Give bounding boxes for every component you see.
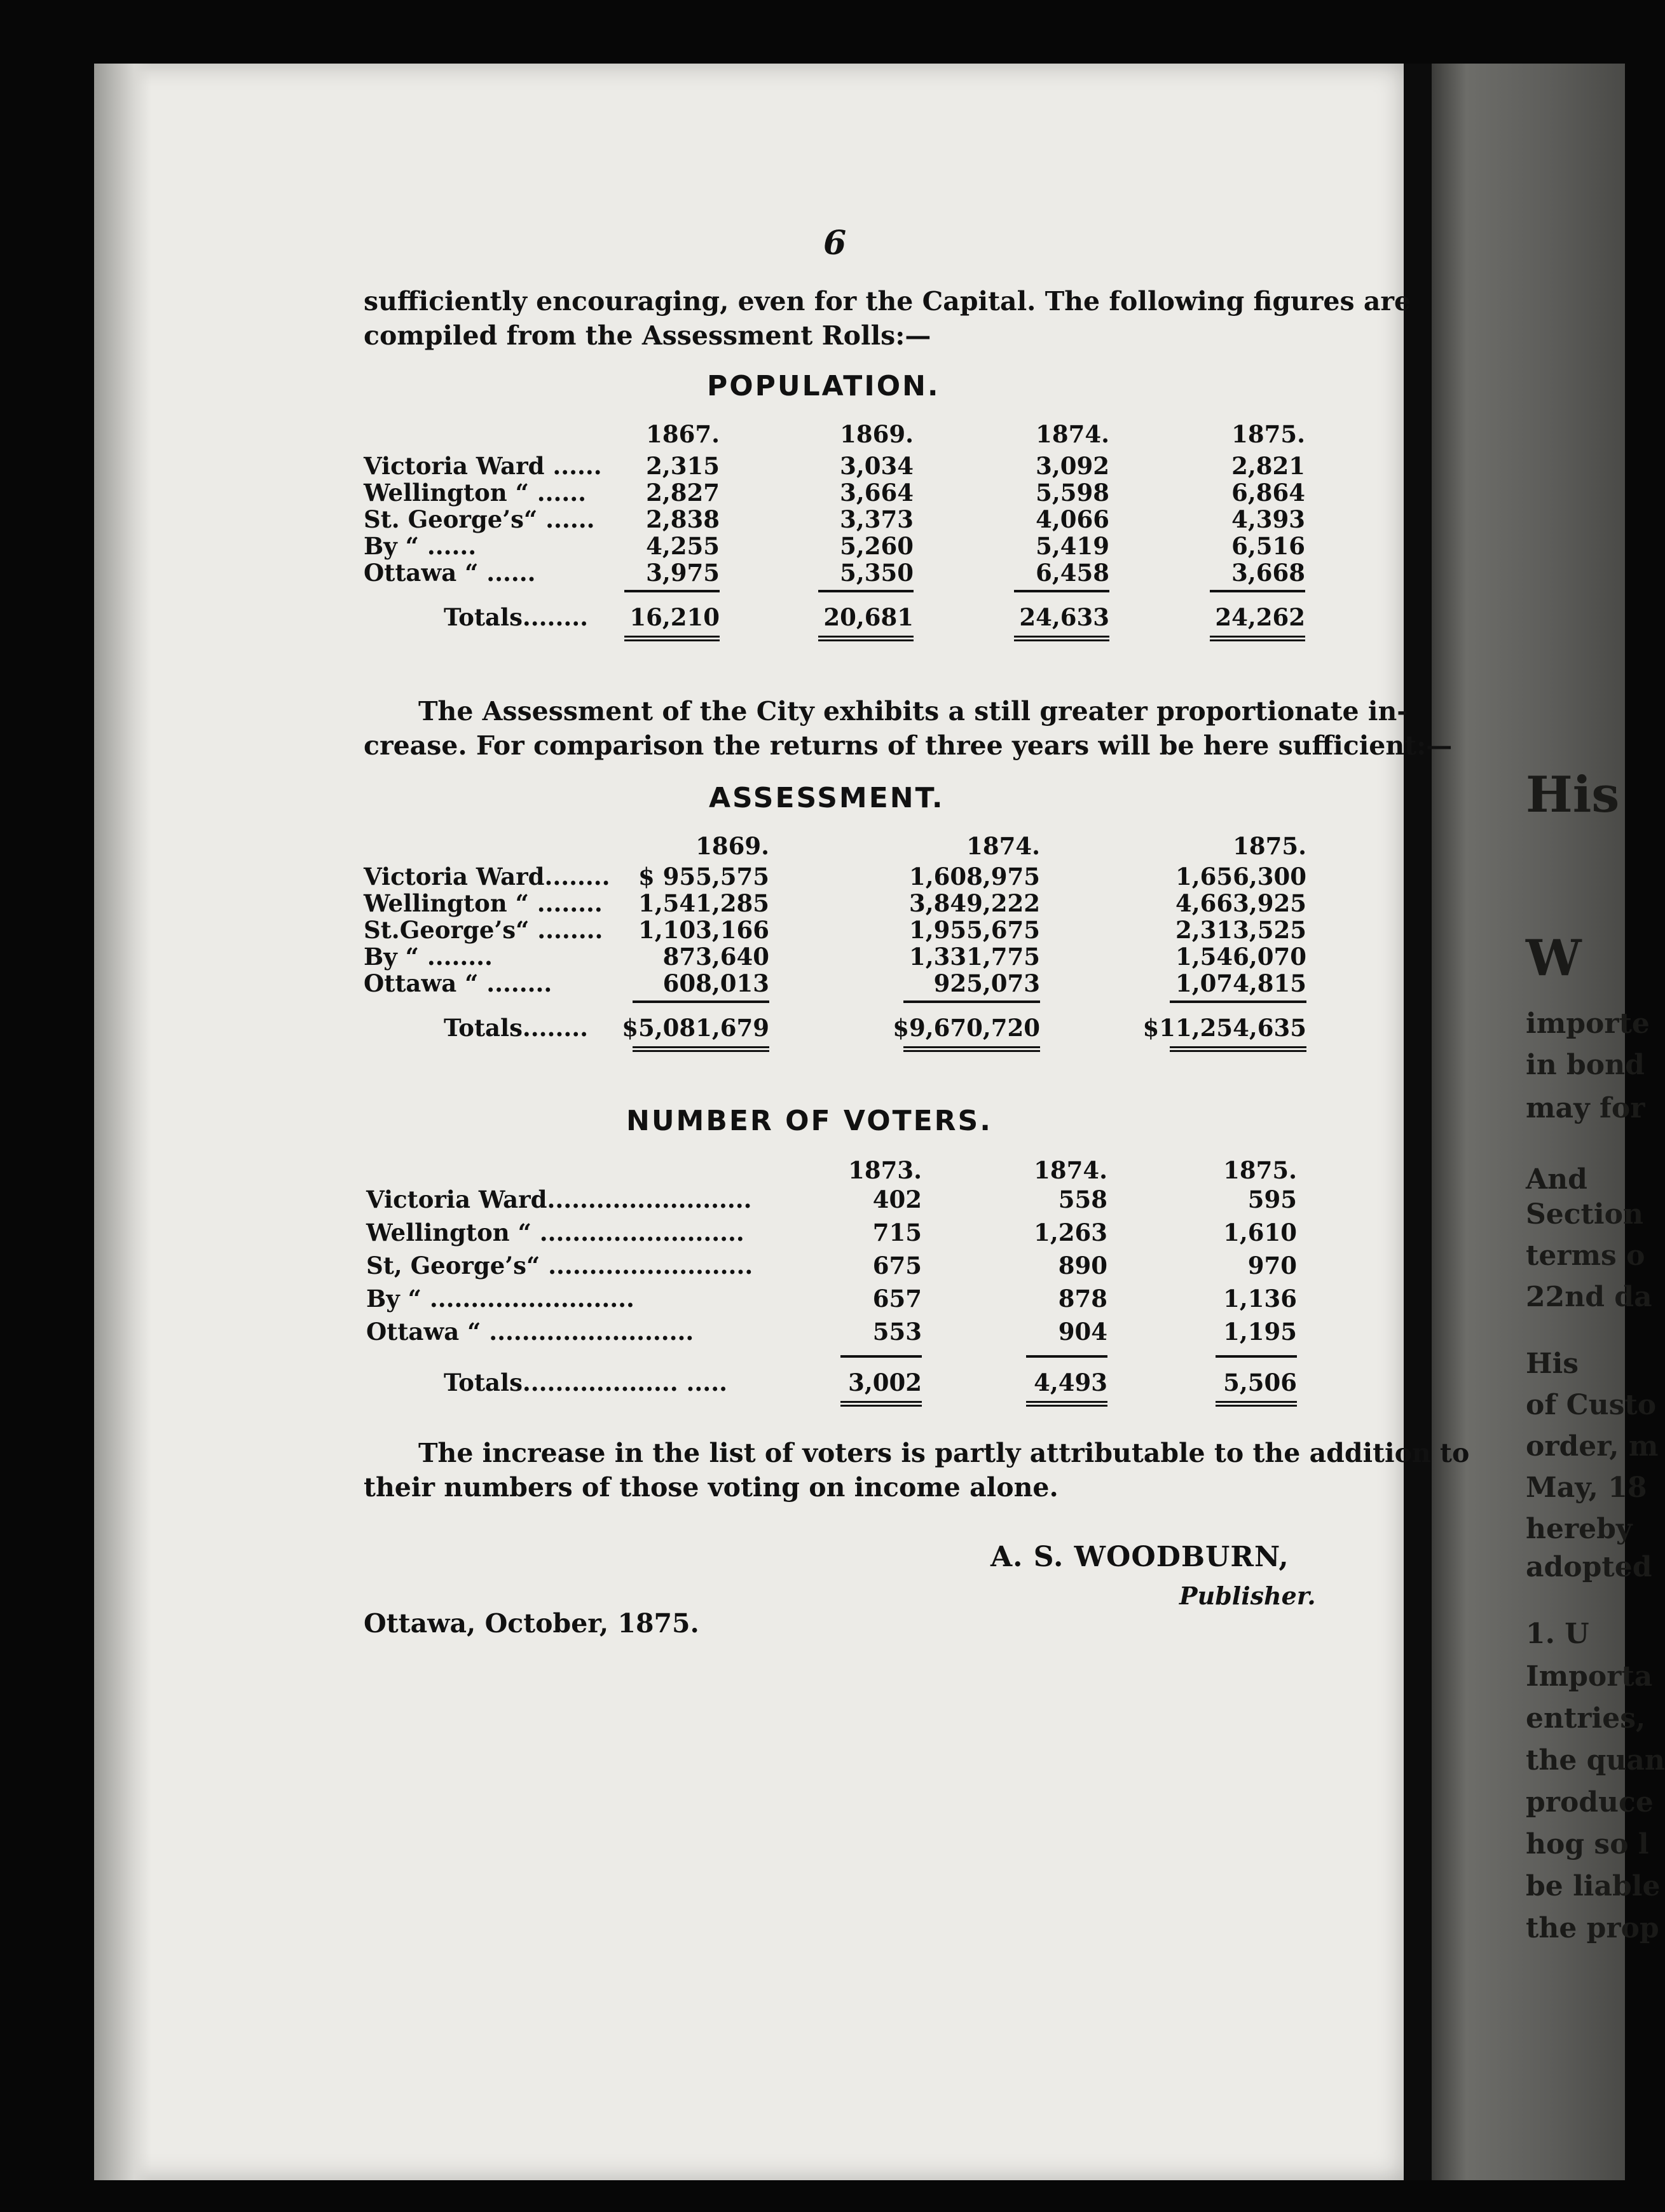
sum-rule — [624, 590, 720, 592]
table-cell: 925,073 — [933, 969, 1040, 997]
adjacent-fragment: W — [1526, 929, 1582, 987]
table-cell: 1,656,300 — [1175, 863, 1306, 891]
table-cell: 402 — [872, 1185, 922, 1213]
year-header: 1875. — [1223, 1156, 1297, 1184]
row-label: St.George’s“ ........ — [364, 916, 603, 944]
row-label: St. George’s“ ...... — [364, 505, 595, 533]
totals-cell: $11,254,635 — [1142, 1014, 1306, 1042]
table-cell: 3,373 — [840, 505, 914, 533]
row-label: By “ ...... — [364, 532, 477, 560]
row-label: By “ ........ — [364, 943, 493, 971]
row-label: Victoria Ward........ — [364, 863, 610, 891]
table-cell: 1,610 — [1223, 1219, 1297, 1246]
page-number: 6 — [823, 224, 847, 263]
double-rule — [1026, 1401, 1107, 1407]
year-header: 1875. — [1231, 420, 1305, 448]
table-cell: 2,827 — [646, 479, 720, 507]
totals-cell: 16,210 — [629, 603, 720, 631]
double-rule — [903, 1046, 1040, 1052]
table-cell: 5,419 — [1036, 532, 1109, 560]
adjacent-fragment: Importa — [1526, 1660, 1653, 1693]
row-label: Ottawa “ ...... — [364, 559, 536, 587]
table-cell: 657 — [872, 1285, 922, 1313]
row-label: Ottawa “ ........ — [364, 969, 552, 997]
table-cell: 4,393 — [1231, 505, 1305, 533]
year-header: 1874. — [1034, 1156, 1107, 1184]
table-cell: 3,849,222 — [909, 889, 1040, 917]
publisher-signature: A. S. WOODBURN, — [990, 1541, 1289, 1573]
totals-cell: 20,681 — [823, 603, 914, 631]
row-label: Ottawa “ ......................... — [366, 1318, 694, 1346]
table-cell: 715 — [872, 1219, 922, 1246]
totals-label: Totals........ — [444, 603, 588, 631]
year-header: 1874. — [966, 832, 1040, 860]
adjacent-fragment: the prop — [1526, 1912, 1659, 1944]
year-header: 1874. — [1036, 420, 1109, 448]
table-cell: 1,074,815 — [1175, 969, 1306, 997]
year-header: 1869. — [840, 420, 914, 448]
table-cell: 675 — [872, 1252, 922, 1280]
year-header: 1869. — [695, 832, 769, 860]
totals-cell: 5,506 — [1223, 1369, 1297, 1396]
double-rule — [1210, 636, 1305, 641]
double-rule — [1170, 1046, 1306, 1052]
table-cell: 878 — [1058, 1285, 1107, 1313]
table-cell: 3,664 — [840, 479, 914, 507]
adjacent-fragment: be liable — [1526, 1870, 1661, 1902]
double-rule — [840, 1401, 922, 1407]
double-rule — [633, 1046, 769, 1052]
table-cell: 608,013 — [662, 969, 769, 997]
table-cell: 595 — [1247, 1185, 1297, 1213]
double-rule — [1216, 1401, 1297, 1407]
adjacent-fragment: terms o — [1526, 1239, 1645, 1272]
table-cell: 904 — [1058, 1318, 1107, 1346]
adjacent-fragment: 1. U — [1526, 1618, 1589, 1650]
table-cell: 4,663,925 — [1175, 889, 1306, 917]
intro-line-2: compiled from the Assessment Rolls:— — [364, 320, 931, 351]
row-label: By “ ......................... — [366, 1285, 634, 1313]
table-cell: 5,598 — [1036, 479, 1109, 507]
assessment-intro-line-2: crease. For comparison the returns of three years will be here sufficient:— — [364, 730, 1453, 761]
sum-rule — [1170, 1000, 1306, 1003]
totals-cell: 3,002 — [848, 1369, 922, 1396]
sum-rule — [1026, 1355, 1107, 1358]
adjacent-fragment: His — [1526, 1348, 1579, 1380]
table-cell: 1,546,070 — [1175, 943, 1306, 971]
population-heading: POPULATION. — [707, 370, 940, 402]
adjacent-fragment: importe — [1526, 1007, 1650, 1040]
table-cell: 5,260 — [840, 532, 914, 560]
row-label: Victoria Ward ...... — [364, 452, 602, 480]
year-header: 1875. — [1233, 832, 1306, 860]
adjacent-fragment: entries, — [1526, 1702, 1646, 1735]
totals-cell: $9,670,720 — [893, 1014, 1040, 1042]
table-cell: $ 955,575 — [638, 863, 769, 891]
table-cell: 1,103,166 — [638, 916, 769, 944]
totals-label: Totals................... ..... — [444, 1369, 727, 1396]
sum-rule — [1210, 590, 1305, 592]
table-cell: 873,640 — [662, 943, 769, 971]
row-label: Wellington “ ...... — [364, 479, 587, 507]
publisher-title: Publisher. — [1179, 1581, 1316, 1610]
closing-line-2: their numbers of those voting on income alone. — [364, 1472, 1059, 1503]
totals-cell: 24,262 — [1215, 603, 1305, 631]
adjacent-fragment: of Custo — [1526, 1389, 1657, 1421]
double-rule — [624, 636, 720, 641]
table-cell: 6,516 — [1231, 532, 1305, 560]
table-cell: 1,331,775 — [909, 943, 1040, 971]
table-cell: 3,092 — [1036, 452, 1109, 480]
assessment-heading: ASSESSMENT. — [709, 782, 945, 814]
adjacent-fragment: produce — [1526, 1786, 1654, 1819]
totals-label: Totals........ — [444, 1014, 588, 1042]
row-label: Victoria Ward......................... — [366, 1185, 752, 1213]
double-rule — [1014, 636, 1109, 641]
year-header: 1873. — [848, 1156, 922, 1184]
table-cell: 4,066 — [1036, 505, 1109, 533]
year-header: 1867. — [646, 420, 720, 448]
table-cell: 2,838 — [646, 505, 720, 533]
intro-line-1: sufficiently encouraging, even for the Capital. The following figures are — [364, 286, 1411, 317]
adjacent-fragment: And — [1526, 1163, 1587, 1196]
totals-cell: $5,081,679 — [622, 1014, 769, 1042]
table-cell: 3,034 — [840, 452, 914, 480]
sum-rule — [1216, 1355, 1297, 1358]
table-cell: 3,975 — [646, 559, 720, 587]
adjacent-fragment: May, 18 — [1526, 1471, 1647, 1504]
row-label: St, George’s“ ......................... — [366, 1252, 753, 1280]
table-cell: 6,864 — [1231, 479, 1305, 507]
table-cell: 558 — [1058, 1185, 1107, 1213]
assessment-intro-line-1: The Assessment of the City exhibits a still greater proportionate in- — [418, 696, 1408, 727]
adjacent-fragment: hereby — [1526, 1513, 1633, 1545]
table-cell: 4,255 — [646, 532, 720, 560]
row-label: Wellington “ ........ — [364, 889, 603, 917]
adjacent-fragment: Section — [1526, 1198, 1643, 1231]
table-cell: 2,821 — [1231, 452, 1305, 480]
closing-line-1: The increase in the list of voters is partly attributable to the addition to — [418, 1438, 1470, 1468]
table-cell: 970 — [1247, 1252, 1297, 1280]
table-cell: 1,541,285 — [638, 889, 769, 917]
table-cell: 5,350 — [840, 559, 914, 587]
table-cell: 2,315 — [646, 452, 720, 480]
table-cell: 1,195 — [1223, 1318, 1297, 1346]
adjacent-fragment: the quan — [1526, 1744, 1665, 1777]
dateline: Ottawa, October, 1875. — [364, 1608, 699, 1639]
table-cell: 6,458 — [1036, 559, 1109, 587]
table-cell: 2,313,525 — [1175, 916, 1306, 944]
table-cell: 1,263 — [1034, 1219, 1107, 1246]
sum-rule — [818, 590, 914, 592]
table-cell: 1,955,675 — [909, 916, 1040, 944]
adjacent-fragment: His — [1526, 766, 1620, 824]
sum-rule — [840, 1355, 922, 1358]
table-cell: 1,136 — [1223, 1285, 1297, 1313]
page-gutter — [1404, 64, 1432, 2180]
sum-rule — [903, 1000, 1040, 1003]
adjacent-fragment: 22nd da — [1526, 1281, 1652, 1313]
totals-cell: 24,633 — [1019, 603, 1109, 631]
adjacent-fragment: adopted — [1526, 1551, 1652, 1583]
sum-rule — [633, 1000, 769, 1003]
table-cell: 1,608,975 — [909, 863, 1040, 891]
totals-cell: 4,493 — [1034, 1369, 1107, 1396]
adjacent-fragment: order, m — [1526, 1430, 1659, 1463]
sum-rule — [1014, 590, 1109, 592]
double-rule — [818, 636, 914, 641]
adjacent-fragment: hog so l — [1526, 1828, 1649, 1860]
table-cell: 553 — [872, 1318, 922, 1346]
table-cell: 890 — [1058, 1252, 1107, 1280]
voters-heading: NUMBER OF VOTERS. — [626, 1105, 992, 1137]
row-label: Wellington “ ......................... — [366, 1219, 744, 1246]
adjacent-fragment: in bond — [1526, 1049, 1645, 1081]
adjacent-fragment: may for — [1526, 1092, 1645, 1124]
table-cell: 3,668 — [1231, 559, 1305, 587]
